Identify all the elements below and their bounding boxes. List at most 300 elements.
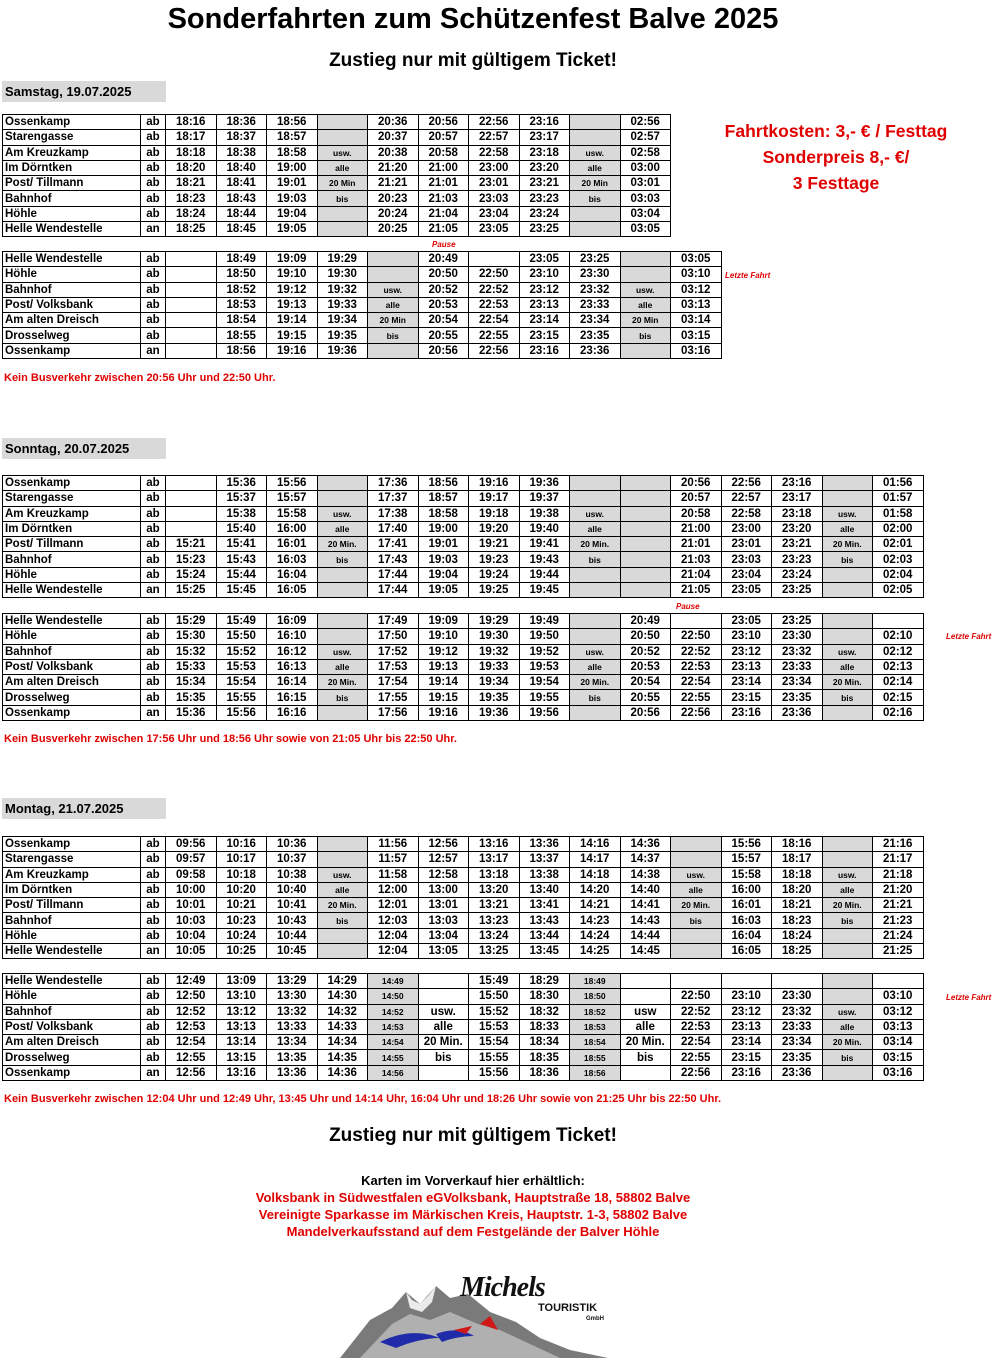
interval-cell: 18:53: [570, 1019, 621, 1034]
departure-time: 13:21: [469, 898, 520, 913]
departure-time: 14:44: [620, 928, 671, 943]
arrival-departure: ab: [141, 690, 166, 705]
departure-time: 18:40: [216, 160, 267, 175]
interval-cell: usw.: [822, 644, 873, 659]
departure-time: 10:41: [267, 898, 318, 913]
departure-time: 16:16: [267, 705, 318, 720]
day-label-monday: Montag, 21.07.2025: [2, 798, 166, 819]
arrival-departure: an: [141, 583, 166, 598]
departure-time: 20:53: [418, 297, 469, 312]
interval-cell: 20 Min.: [671, 898, 722, 913]
interval-cell: 18:56: [570, 1065, 621, 1080]
departure-time: 22:57: [469, 130, 520, 145]
departure-time: 19:14: [267, 313, 318, 328]
departure-time: 10:38: [267, 867, 318, 882]
departure-time: 09:58: [166, 867, 217, 882]
departure-time: 19:17: [469, 491, 520, 506]
departure-time: 22:56: [721, 476, 772, 491]
departure-time: 23:23: [772, 552, 823, 567]
departure-time: 15:50: [216, 629, 267, 644]
interval-cell: usw.: [671, 867, 722, 882]
interval-cell: [317, 583, 368, 598]
arrival-departure: ab: [141, 898, 166, 913]
stop-name: Am Kreuzkamp: [3, 145, 141, 160]
departure-time: 23:05: [721, 583, 772, 598]
logo-subtitle: TOURISTIK: [538, 1302, 598, 1314]
departure-time: 02:16: [873, 705, 924, 720]
departure-time: 18:25: [772, 944, 823, 959]
departure-time: 23:30: [570, 267, 621, 282]
departure-time: 22:56: [469, 343, 520, 358]
departure-time: 15:36: [166, 705, 217, 720]
departure-time: 02:04: [873, 567, 924, 582]
departure-time: 21:24: [873, 928, 924, 943]
departure-time: 14:37: [620, 852, 671, 867]
timetable-row: [3, 206, 671, 221]
departure-time: 15:49: [469, 974, 520, 989]
timetable-row: [3, 491, 924, 506]
departure-time: 21:01: [671, 537, 722, 552]
departure-time: 12:56: [166, 1065, 217, 1080]
arrival-departure: ab: [141, 282, 166, 297]
departure-time: 12:00: [368, 882, 419, 897]
stop-name: Im Dörntken: [3, 160, 141, 175]
departure-time: alle: [620, 1019, 671, 1034]
interval-cell: 20 Min.: [570, 537, 621, 552]
timetable-row: [3, 629, 924, 644]
interval-cell: [671, 928, 722, 943]
departure-time: 23:14: [519, 313, 570, 328]
departure-time: 13:35: [267, 1050, 318, 1065]
departure-time: 19:09: [267, 252, 318, 267]
departure-time: 23:34: [772, 675, 823, 690]
departure-time: 15:30: [166, 629, 217, 644]
departure-time: 19:16: [267, 343, 318, 358]
departure-time: 12:03: [368, 913, 419, 928]
departure-time: [166, 313, 217, 328]
arrival-departure: ab: [141, 176, 166, 191]
departure-time: 22:52: [469, 282, 520, 297]
interval-cell: [570, 130, 621, 145]
departure-time: 10:45: [267, 944, 318, 959]
departure-time: 21:25: [873, 944, 924, 959]
departure-time: 23:32: [772, 1004, 823, 1019]
interval-cell: [620, 343, 671, 358]
timetable-row: [3, 928, 924, 943]
service-gap-note: Kein Busverkehr zwischen 12:04 Uhr und 12:49 Uhr, 13:45 Uhr und 14:14 Uhr, 16:04 Uhr und 18:26 Uhr sowie von 21:25 Uhr bis 22:50 Uhr.: [4, 1093, 722, 1105]
departure-time: 22:56: [671, 1065, 722, 1080]
departure-time: 13:18: [469, 867, 520, 882]
departure-time: 03:14: [873, 1035, 924, 1050]
departure-time: 18:17: [772, 852, 823, 867]
departure-time: [166, 328, 217, 343]
interval-cell: [620, 521, 671, 536]
departure-time: [418, 1065, 469, 1080]
arrival-departure: ab: [141, 160, 166, 175]
departure-time: 19:14: [418, 675, 469, 690]
departure-time: 15:56: [469, 1065, 520, 1080]
departure-time: 13:23: [469, 913, 520, 928]
arrival-departure: ab: [141, 130, 166, 145]
departure-time: 12:58: [418, 867, 469, 882]
departure-time: 16:01: [721, 898, 772, 913]
departure-time: 23:33: [570, 297, 621, 312]
timetable-row: [3, 644, 924, 659]
departure-time: 19:38: [519, 506, 570, 521]
presale-heading: Karten im Vorverkauf hier erhältlich:: [361, 1173, 585, 1188]
departure-time: 14:23: [570, 913, 621, 928]
departure-time: 13:25: [469, 944, 520, 959]
departure-time: 20 Min.: [620, 1035, 671, 1050]
day-label-saturday: Samstag, 19.07.2025: [2, 81, 166, 102]
interval-cell: [822, 1065, 873, 1080]
departure-time: 16:01: [267, 537, 318, 552]
arrival-departure: ab: [141, 837, 166, 852]
departure-time: 19:33: [317, 297, 368, 312]
arrival-departure: ab: [141, 1050, 166, 1065]
interval-cell: [317, 491, 368, 506]
timetable-row: [3, 1004, 924, 1019]
interval-cell: 14:54: [368, 1035, 419, 1050]
departure-time: 19:50: [519, 629, 570, 644]
departure-time: 21:00: [671, 521, 722, 536]
interval-cell: alle: [671, 882, 722, 897]
interval-cell: [317, 206, 368, 221]
stop-name: Post/ Tillmann: [3, 898, 141, 913]
departure-time: 23:16: [519, 115, 570, 130]
interval-cell: usw.: [570, 506, 621, 521]
timetable-row: [3, 115, 671, 130]
departure-time: 15:23: [166, 552, 217, 567]
departure-time: 22:54: [671, 675, 722, 690]
departure-time: 23:13: [721, 1019, 772, 1034]
departure-time: 23:33: [772, 1019, 823, 1034]
departure-time: 13:43: [519, 913, 570, 928]
interval-cell: [822, 989, 873, 1004]
departure-time: 14:35: [317, 1050, 368, 1065]
interval-cell: [822, 974, 873, 989]
departure-time: 22:53: [469, 297, 520, 312]
departure-time: 20:49: [620, 614, 671, 629]
timetable-row: [3, 160, 671, 175]
day-label-sunday: Sonntag, 20.07.2025: [2, 438, 166, 459]
departure-time: 15:58: [721, 867, 772, 882]
departure-time: 15:37: [216, 491, 267, 506]
departure-time: 18:50: [216, 267, 267, 282]
arrival-departure: ab: [141, 267, 166, 282]
stop-name: Drosselweg: [3, 690, 141, 705]
departure-time: 18:18: [166, 145, 217, 160]
departure-time: 18:21: [166, 176, 217, 191]
interval-cell: usw.: [822, 1004, 873, 1019]
departure-time: 21:04: [418, 206, 469, 221]
interval-cell: [570, 476, 621, 491]
timetable-row: [3, 176, 671, 191]
stop-name: Höhle: [3, 928, 141, 943]
service-gap-note: Kein Busverkehr zwischen 17:56 Uhr und 18:56 Uhr sowie von 21:05 Uhr bis 22:50 Uhr.: [4, 733, 457, 745]
departure-time: 23:21: [772, 537, 823, 552]
departure-time: 15:44: [216, 567, 267, 582]
departure-time: 13:13: [216, 1019, 267, 1034]
departure-time: 11:58: [368, 867, 419, 882]
departure-time: 19:01: [267, 176, 318, 191]
departure-time: 17:53: [368, 659, 419, 674]
interval-cell: 20 Min.: [317, 898, 368, 913]
arrival-departure: ab: [141, 614, 166, 629]
stop-name: Post/ Tillmann: [3, 537, 141, 552]
departure-time: 19:05: [418, 583, 469, 598]
interval-cell: [822, 476, 873, 491]
departure-time: 20:50: [418, 267, 469, 282]
presale-location: Volksbank in Südwestfalen eGVolksbank, Hauptstraße 18, 58802 Balve: [255, 1190, 691, 1205]
interval-cell: 14:52: [368, 1004, 419, 1019]
departure-time: 12:50: [166, 989, 217, 1004]
arrival-departure: ab: [141, 506, 166, 521]
departure-time: 15:53: [469, 1019, 520, 1034]
arrival-departure: ab: [141, 1019, 166, 1034]
arrival-departure: ab: [141, 675, 166, 690]
timetable-row: [3, 476, 924, 491]
timetable-saturday-outbound: [2, 114, 671, 237]
interval-cell: 20 Min: [570, 176, 621, 191]
interval-cell: [570, 206, 621, 221]
departure-time: 09:56: [166, 837, 217, 852]
arrival-departure: ab: [141, 297, 166, 312]
interval-cell: [822, 567, 873, 582]
interval-cell: [317, 837, 368, 852]
departure-time: 21:01: [418, 176, 469, 191]
departure-time: [873, 974, 924, 989]
interval-cell: [671, 852, 722, 867]
stop-name: Post/ Volksbank: [3, 1019, 141, 1034]
stop-name: Bahnhof: [3, 552, 141, 567]
arrival-departure: ab: [141, 1004, 166, 1019]
departure-time: 20:56: [671, 476, 722, 491]
departure-time: 03:13: [873, 1019, 924, 1034]
stop-name: Post/ Volksbank: [3, 297, 141, 312]
departure-time: 21:20: [368, 160, 419, 175]
departure-time: 19:12: [267, 282, 318, 297]
departure-time: 19:44: [519, 567, 570, 582]
interval-cell: [570, 614, 621, 629]
departure-time: 20:55: [418, 328, 469, 343]
interval-cell: alle: [317, 160, 368, 175]
departure-time: 21:20: [873, 882, 924, 897]
stop-name: Höhle: [3, 989, 141, 1004]
interval-cell: usw.: [570, 644, 621, 659]
departure-time: 10:20: [216, 882, 267, 897]
interval-cell: 14:50: [368, 989, 419, 1004]
interval-cell: alle: [317, 882, 368, 897]
stop-name: Bahnhof: [3, 282, 141, 297]
interval-cell: [570, 491, 621, 506]
interval-cell: 20 Min: [317, 176, 368, 191]
departure-time: 01:57: [873, 491, 924, 506]
departure-time: 12:56: [418, 837, 469, 852]
departure-time: 19:36: [469, 705, 520, 720]
departure-time: 20:56: [418, 343, 469, 358]
departure-time: bis: [418, 1050, 469, 1065]
interval-cell: [570, 567, 621, 582]
stop-name: Höhle: [3, 267, 141, 282]
departure-time: 23:30: [772, 989, 823, 1004]
stop-name: Helle Wendestelle: [3, 252, 141, 267]
departure-time: 02:00: [873, 521, 924, 536]
departure-time: 10:17: [216, 852, 267, 867]
departure-time: 03:12: [873, 1004, 924, 1019]
interval-cell: [368, 343, 419, 358]
timetable-row: [3, 506, 924, 521]
departure-time: 21:05: [671, 583, 722, 598]
interval-cell: alle: [822, 521, 873, 536]
departure-time: 10:44: [267, 928, 318, 943]
stop-name: Ossenkamp: [3, 343, 141, 358]
stop-name: Ossenkamp: [3, 1065, 141, 1080]
departure-time: 02:12: [873, 644, 924, 659]
arrival-departure: ab: [141, 206, 166, 221]
timetable-row: [3, 145, 671, 160]
interval-cell: [317, 222, 368, 237]
departure-time: 20:52: [418, 282, 469, 297]
departure-time: 15:56: [216, 705, 267, 720]
departure-time: 21:03: [671, 552, 722, 567]
departure-time: 22:55: [671, 1050, 722, 1065]
departure-time: [620, 989, 671, 1004]
arrival-departure: ab: [141, 567, 166, 582]
departure-time: [671, 614, 722, 629]
departure-time: 23:13: [721, 659, 772, 674]
departure-time: 18:16: [772, 837, 823, 852]
departure-time: 20:37: [368, 130, 419, 145]
departure-time: 18:30: [519, 989, 570, 1004]
departure-time: 15:57: [267, 491, 318, 506]
departure-time: 19:04: [267, 206, 318, 221]
stop-name: Ossenkamp: [3, 705, 141, 720]
departure-time: 10:16: [216, 837, 267, 852]
departure-time: 16:00: [721, 882, 772, 897]
departure-time: 20:23: [368, 191, 419, 206]
interval-cell: 20 Min: [620, 313, 671, 328]
departure-time: 13:03: [418, 913, 469, 928]
interval-cell: 14:55: [368, 1050, 419, 1065]
interval-cell: [822, 705, 873, 720]
departure-time: 21:00: [418, 160, 469, 175]
departure-time: 19:30: [317, 267, 368, 282]
timetable-row: [3, 675, 924, 690]
departure-time: 12:01: [368, 898, 419, 913]
departure-time: [166, 267, 217, 282]
interval-cell: 14:53: [368, 1019, 419, 1034]
interval-cell: bis: [570, 552, 621, 567]
departure-time: 20:54: [418, 313, 469, 328]
departure-time: [166, 476, 217, 491]
departure-time: 12:55: [166, 1050, 217, 1065]
departure-time: 19:43: [519, 552, 570, 567]
departure-time: 18:24: [772, 928, 823, 943]
departure-time: 22:53: [671, 1019, 722, 1034]
departure-time: [166, 521, 217, 536]
departure-time: [620, 974, 671, 989]
timetable-row: [3, 130, 671, 145]
departure-time: 03:10: [671, 267, 722, 282]
interval-cell: bis: [822, 552, 873, 567]
interval-cell: 18:52: [570, 1004, 621, 1019]
departure-time: 19:10: [418, 629, 469, 644]
departure-time: 23:35: [772, 690, 823, 705]
departure-time: 22:58: [721, 506, 772, 521]
departure-time: 19:52: [519, 644, 570, 659]
arrival-departure: ab: [141, 328, 166, 343]
timetable-monday-return: [2, 973, 924, 1081]
stop-name: Helle Wendestelle: [3, 222, 141, 237]
departure-time: 19:41: [519, 537, 570, 552]
departure-time: 23:34: [772, 1035, 823, 1050]
departure-time: 13:10: [216, 989, 267, 1004]
interval-cell: [822, 614, 873, 629]
departure-time: 23:03: [469, 191, 520, 206]
departure-time: 22:53: [671, 659, 722, 674]
departure-time: 15:52: [216, 644, 267, 659]
departure-time: [166, 491, 217, 506]
departure-time: 18:29: [519, 974, 570, 989]
departure-time: 14:30: [317, 989, 368, 1004]
departure-time: 03:12: [671, 282, 722, 297]
departure-time: 16:10: [267, 629, 318, 644]
interval-cell: usw.: [317, 644, 368, 659]
departure-time: 03:00: [620, 160, 671, 175]
departure-time: 21:18: [873, 867, 924, 882]
departure-time: 15:36: [216, 476, 267, 491]
timetable-row: [3, 614, 924, 629]
interval-cell: usw.: [317, 506, 368, 521]
arrival-departure: ab: [141, 252, 166, 267]
departure-time: 12:49: [166, 974, 217, 989]
interval-cell: 20 Min.: [822, 537, 873, 552]
departure-time: 14:38: [620, 867, 671, 882]
departure-time: 19:20: [469, 521, 520, 536]
departure-time: 17:38: [368, 506, 419, 521]
stop-name: Starengasse: [3, 130, 141, 145]
departure-time: [418, 974, 469, 989]
departure-time: 23:10: [519, 267, 570, 282]
departure-time: 13:45: [519, 944, 570, 959]
interval-cell: 20 Min.: [317, 537, 368, 552]
timetable-row: [3, 852, 924, 867]
departure-time: 19:00: [418, 521, 469, 536]
departure-time: 13:01: [418, 898, 469, 913]
departure-time: 15:56: [267, 476, 318, 491]
departure-time: 14:29: [317, 974, 368, 989]
departure-time: 13:24: [469, 928, 520, 943]
departure-time: 03:13: [671, 297, 722, 312]
departure-time: 23:32: [570, 282, 621, 297]
departure-time: [469, 252, 520, 267]
interval-cell: [317, 629, 368, 644]
stop-name: Am alten Dreisch: [3, 313, 141, 328]
departure-time: 23:20: [772, 521, 823, 536]
departure-time: 21:16: [873, 837, 924, 852]
departure-time: 20:56: [620, 705, 671, 720]
departure-time: [166, 297, 217, 312]
departure-time: 15:40: [216, 521, 267, 536]
departure-time: 17:52: [368, 644, 419, 659]
departure-time: 19:16: [469, 476, 520, 491]
departure-time: 22:50: [671, 989, 722, 1004]
arrival-departure: ab: [141, 521, 166, 536]
departure-time: 19:56: [519, 705, 570, 720]
departure-time: 20:57: [671, 491, 722, 506]
interval-cell: bis: [570, 191, 621, 206]
